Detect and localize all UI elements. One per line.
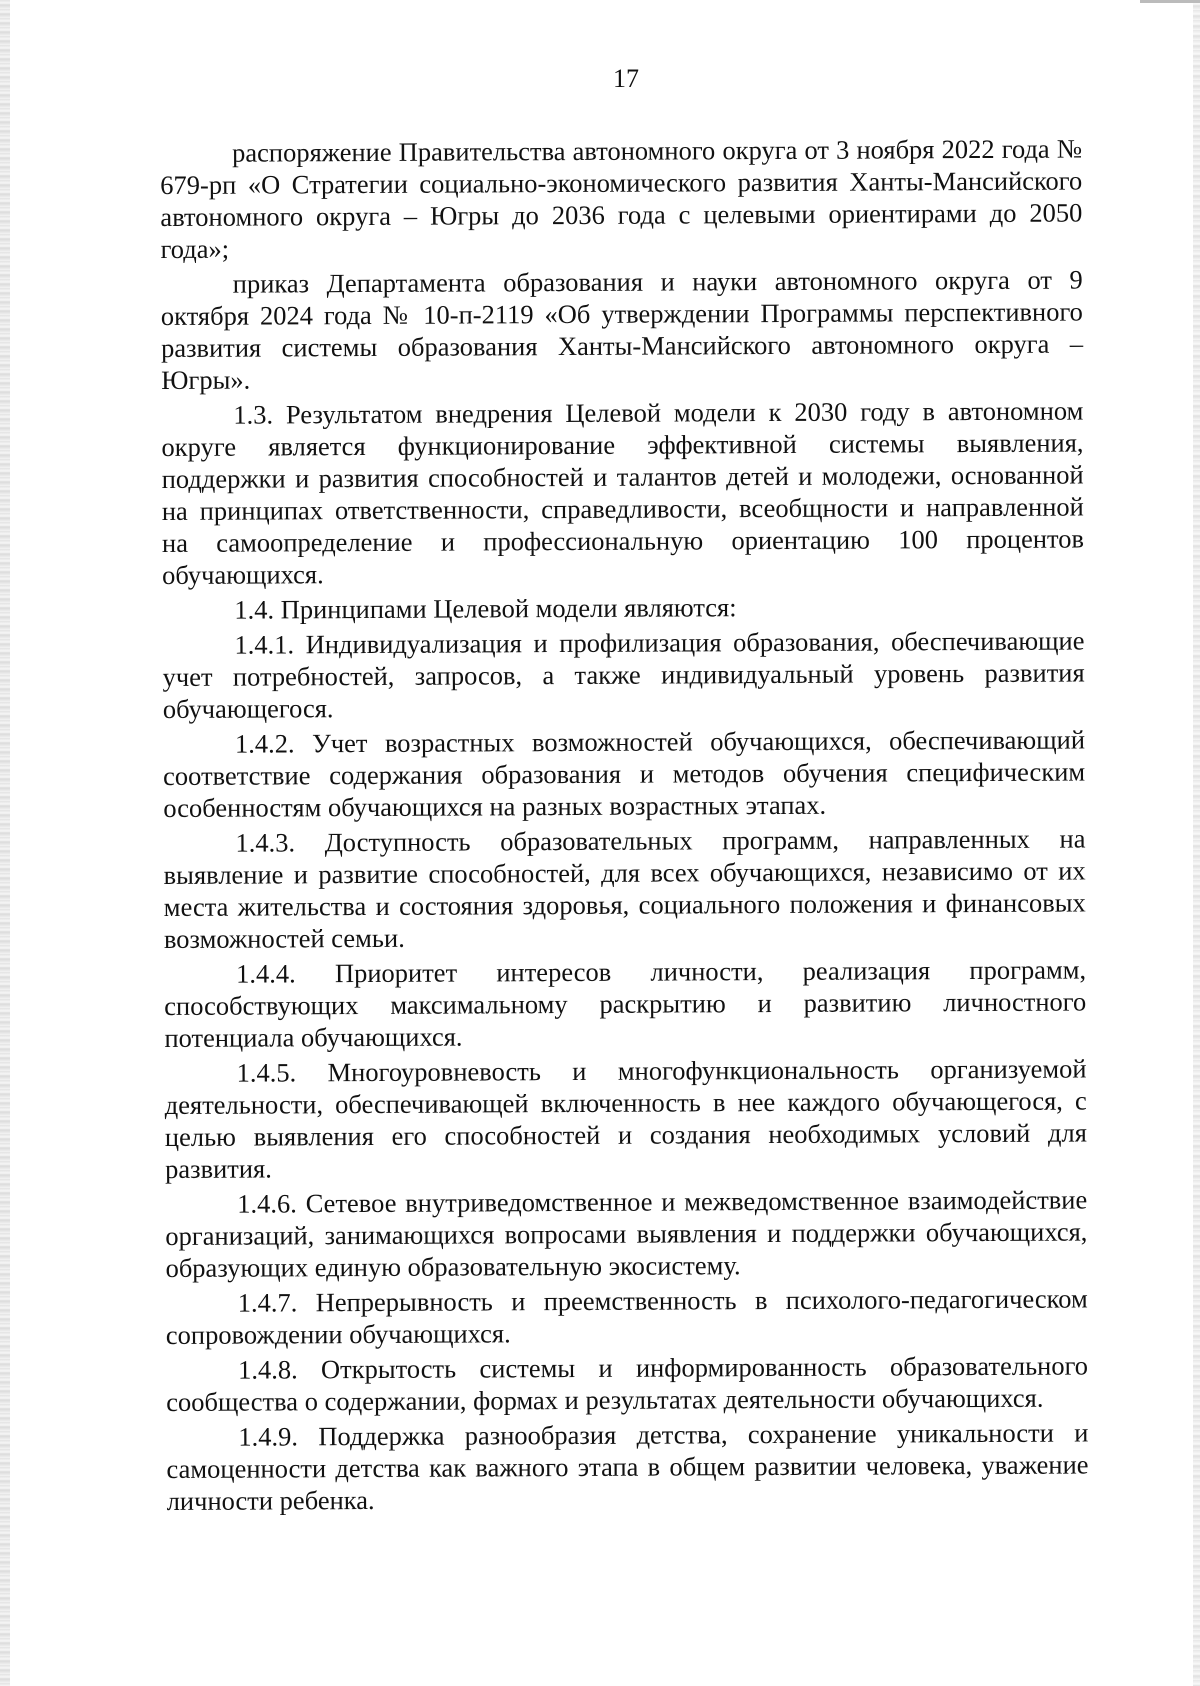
paragraph-order-strategy: распоряжение Правительства автономного округа от 3 ноября 2022 года № 679-рп «О Стратегии социально-экономического развития Ханты-Мансийского автономного округа – Югры до 2036 года с целевыми ориентирами до 2050 года»;: [160, 133, 1083, 264]
paragraph-1-4: 1.4. Принципами Целевой модели являются:: [234, 592, 737, 625]
page-number: 17: [613, 64, 639, 93]
paragraph-1-4-4: 1.4.4. Приоритет интересов личности, реализация программ, способствующих максимальному раскрытию и развитию личностного потенциала обучающихся.: [164, 954, 1087, 1053]
paragraph-1-3: 1.3. Результатом внедрения Целевой модели к 2030 году в автономном округе является функционирование эффективной системы выявления, поддержки и развития способностей и талантов детей и молодежи, основанной на принципах ответственности, справедливости, всеобщности и направленной на самоопределение и профессиональную ориентацию 100 процентов обучающихся.: [161, 395, 1085, 590]
scan-edge-right: [1193, 0, 1200, 1686]
paragraph-1-4-3: 1.4.3. Доступность образовательных программ, направленных на выявление и развитие способностей, для всех обучающихся, независимо от их места жительства и состояния здоровья, социального положения и финансовых возможностей семьи.: [163, 823, 1086, 954]
paragraph-1-4-8: 1.4.8. Открытость системы и информированность образовательного сообщества о содержании, формах и результатах деятельности обучающихся.: [166, 1350, 1089, 1417]
paragraph-1-4-7: 1.4.7. Непрерывность и преемственность в психолого-педагогическом сопровождении обучающихся.: [165, 1283, 1088, 1350]
paragraph-1-4-2: 1.4.2. Учет возрастных возможностей обучающихся, обеспечивающий соответствие содержания образования и методов обучения специфическим особенностям обучающихся на разных возрастных этапах.: [163, 724, 1086, 823]
paragraph-order-department: приказ Департамента образования и науки автономного округа от 9 октября 2024 года № 10-п-2119 «Об утверждении Программы перспективного развития системы образования Ханты-Мансийского автономного округа – Югры».: [160, 264, 1084, 395]
paragraph-1-4-5: 1.4.5. Многоуровневость и многофункциональность организуемой деятельности, обеспечивающей включенность в нее каждого обучающегося, с целью выявления его способностей и создания необходимых условий для развития.: [164, 1053, 1087, 1184]
paragraph-1-4-1: 1.4.1. Индивидуализация и профилизация образования, обеспечивающие учет потребностей, запросов, а также индивидуальный уровень развития обучающегося.: [162, 625, 1085, 724]
document-body: [160, 132, 1089, 1519]
scan-edge-top: [1140, 0, 1200, 3]
paragraph-1-4-9: 1.4.9. Поддержка разнообразия детства, сохранение уникальности и самоценности детства как важного этапа в общем развитии человека, уважение личности ребенка.: [166, 1417, 1089, 1516]
scan-edge-left: [0, 0, 10, 1686]
paragraph-1-4-6: 1.4.6. Сетевое внутриведомственное и межведомственное взаимодействие организаций, занимающихся вопросами выявления и поддержки обучающихся, образующих единую образовательную экосистему.: [165, 1184, 1088, 1283]
